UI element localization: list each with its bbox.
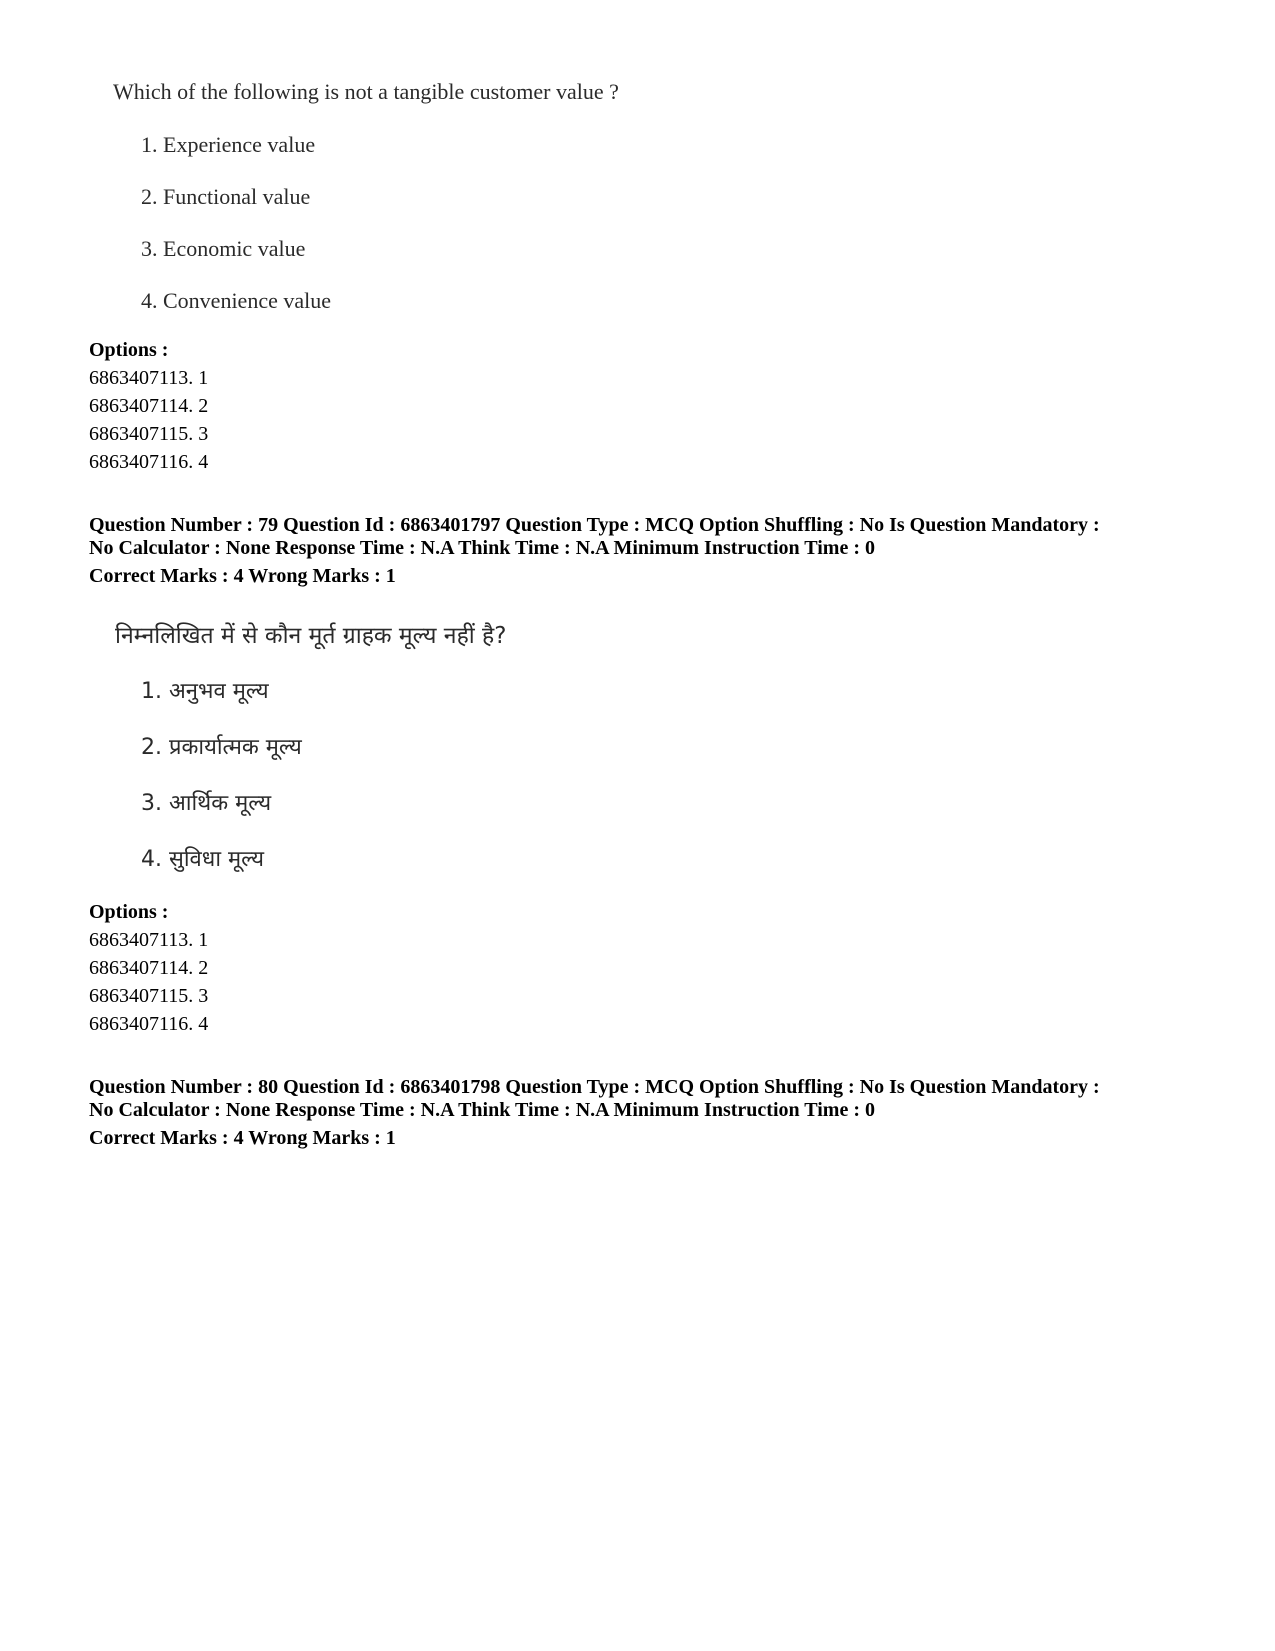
choice-item: 3. Economic value: [141, 236, 306, 261]
option-line: 6863407115. 3: [89, 985, 209, 1007]
question-marks: Correct Marks : 4 Wrong Marks : 1: [89, 1127, 396, 1149]
option-line: 6863407116. 4: [89, 451, 209, 473]
question-marks: Correct Marks : 4 Wrong Marks : 1: [89, 565, 396, 587]
option-line: 6863407114. 2: [89, 957, 209, 979]
question-meta: No Calculator : None Response Time : N.A Think Time : N.A Minimum Instruction Time : 0: [89, 537, 875, 559]
option-line: 6863407113. 1: [89, 367, 209, 389]
choice-item: 4. Convenience value: [141, 288, 331, 313]
options-heading: Options :: [89, 339, 169, 361]
choice-item: 3. आर्थिक मूल्य: [141, 791, 272, 816]
choice-item: 2. Functional value: [141, 184, 311, 209]
option-line: 6863407114. 2: [89, 395, 209, 417]
option-line: 6863407113. 1: [89, 929, 209, 951]
choice-item: 4. सुविधा मूल्य: [141, 847, 264, 872]
question-meta: Question Number : 80 Question Id : 6863401798 Question Type : MCQ Option Shuffling : No Is Question Mandatory :: [89, 1076, 1100, 1098]
question-meta: Question Number : 79 Question Id : 6863401797 Question Type : MCQ Option Shuffling : No Is Question Mandatory :: [89, 514, 1100, 536]
options-heading: Options :: [89, 901, 169, 923]
choice-item: 2. प्रकार्यात्मक मूल्य: [141, 735, 302, 760]
option-line: 6863407115. 3: [89, 423, 209, 445]
question-text: निम्नलिखित में से कौन मूर्त ग्राहक मूल्य नहीं है?: [115, 623, 507, 649]
question-meta: No Calculator : None Response Time : N.A Think Time : N.A Minimum Instruction Time : 0: [89, 1099, 875, 1121]
choice-item: 1. अनुभव मूल्य: [141, 679, 269, 704]
question-text: Which of the following is not a tangible customer value ?: [113, 79, 619, 104]
option-line: 6863407116. 4: [89, 1013, 209, 1035]
choice-item: 1. Experience value: [141, 132, 316, 157]
